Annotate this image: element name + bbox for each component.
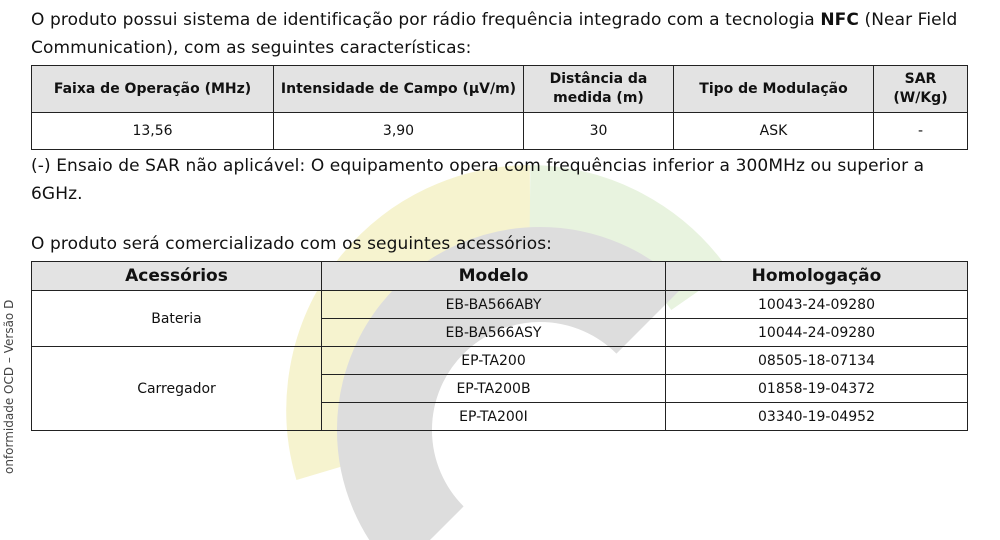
table-row (32, 291, 968, 319)
header-modulacao: Tipo de Modulação (674, 66, 874, 113)
group-carregador: Carregador (32, 347, 322, 431)
header-modelo: Modelo (322, 262, 666, 291)
header-acessorios: Acessórios (32, 262, 322, 291)
table-row (32, 347, 968, 375)
side-version-label: onformidade OCD – Versão D (2, 299, 16, 474)
table-header-row (32, 262, 968, 291)
table-row (32, 113, 968, 150)
cell-model: EB-BA566ASY (322, 319, 666, 347)
document-content (31, 6, 967, 431)
header-distancia: Distância da medida (m) (524, 66, 674, 113)
cell-intensidade: 3,90 (274, 113, 524, 150)
header-faixa: Faixa de Operação (MHz) (32, 66, 274, 113)
cell-model: EP-TA200 (322, 347, 666, 375)
cell-homologation: 10043-24-09280 (666, 291, 968, 319)
cell-homologation: 03340-19-04952 (666, 403, 968, 431)
cell-homologation: 01858-19-04372 (666, 375, 968, 403)
cell-sar: - (874, 113, 968, 150)
cell-homologation: 08505-18-07134 (666, 347, 968, 375)
header-homologacao: Homologação (666, 262, 968, 291)
cell-model: EB-BA566ABY (322, 291, 666, 319)
header-sar: SAR (W/Kg) (874, 66, 968, 113)
accessories-intro: O produto será comercializado com os seguintes acessórios: (31, 234, 552, 254)
nfc-specs-table (31, 65, 968, 150)
nfc-intro-paragraph: O produto possui sistema de identificação por rádio frequência integrado com a tecnologia NFC (Near Field Communication), com as seguintes características: (31, 10, 958, 58)
header-intensidade: Intensidade de Campo (µV/m) (274, 66, 524, 113)
sar-note: (-) Ensaio de SAR não aplicável: O equipamento opera com frequências inferior a 300MHz ou superior a 6GHz. (31, 156, 925, 204)
accessories-table (31, 261, 968, 431)
group-bateria: Bateria (32, 291, 322, 347)
cell-model: EP-TA200I (322, 403, 666, 431)
cell-modulacao: ASK (674, 113, 874, 150)
cell-faixa: 13,56 (32, 113, 274, 150)
cell-distancia: 30 (524, 113, 674, 150)
cell-homologation: 10044-24-09280 (666, 319, 968, 347)
cell-model: EP-TA200B (322, 375, 666, 403)
table-header-row (32, 66, 968, 113)
